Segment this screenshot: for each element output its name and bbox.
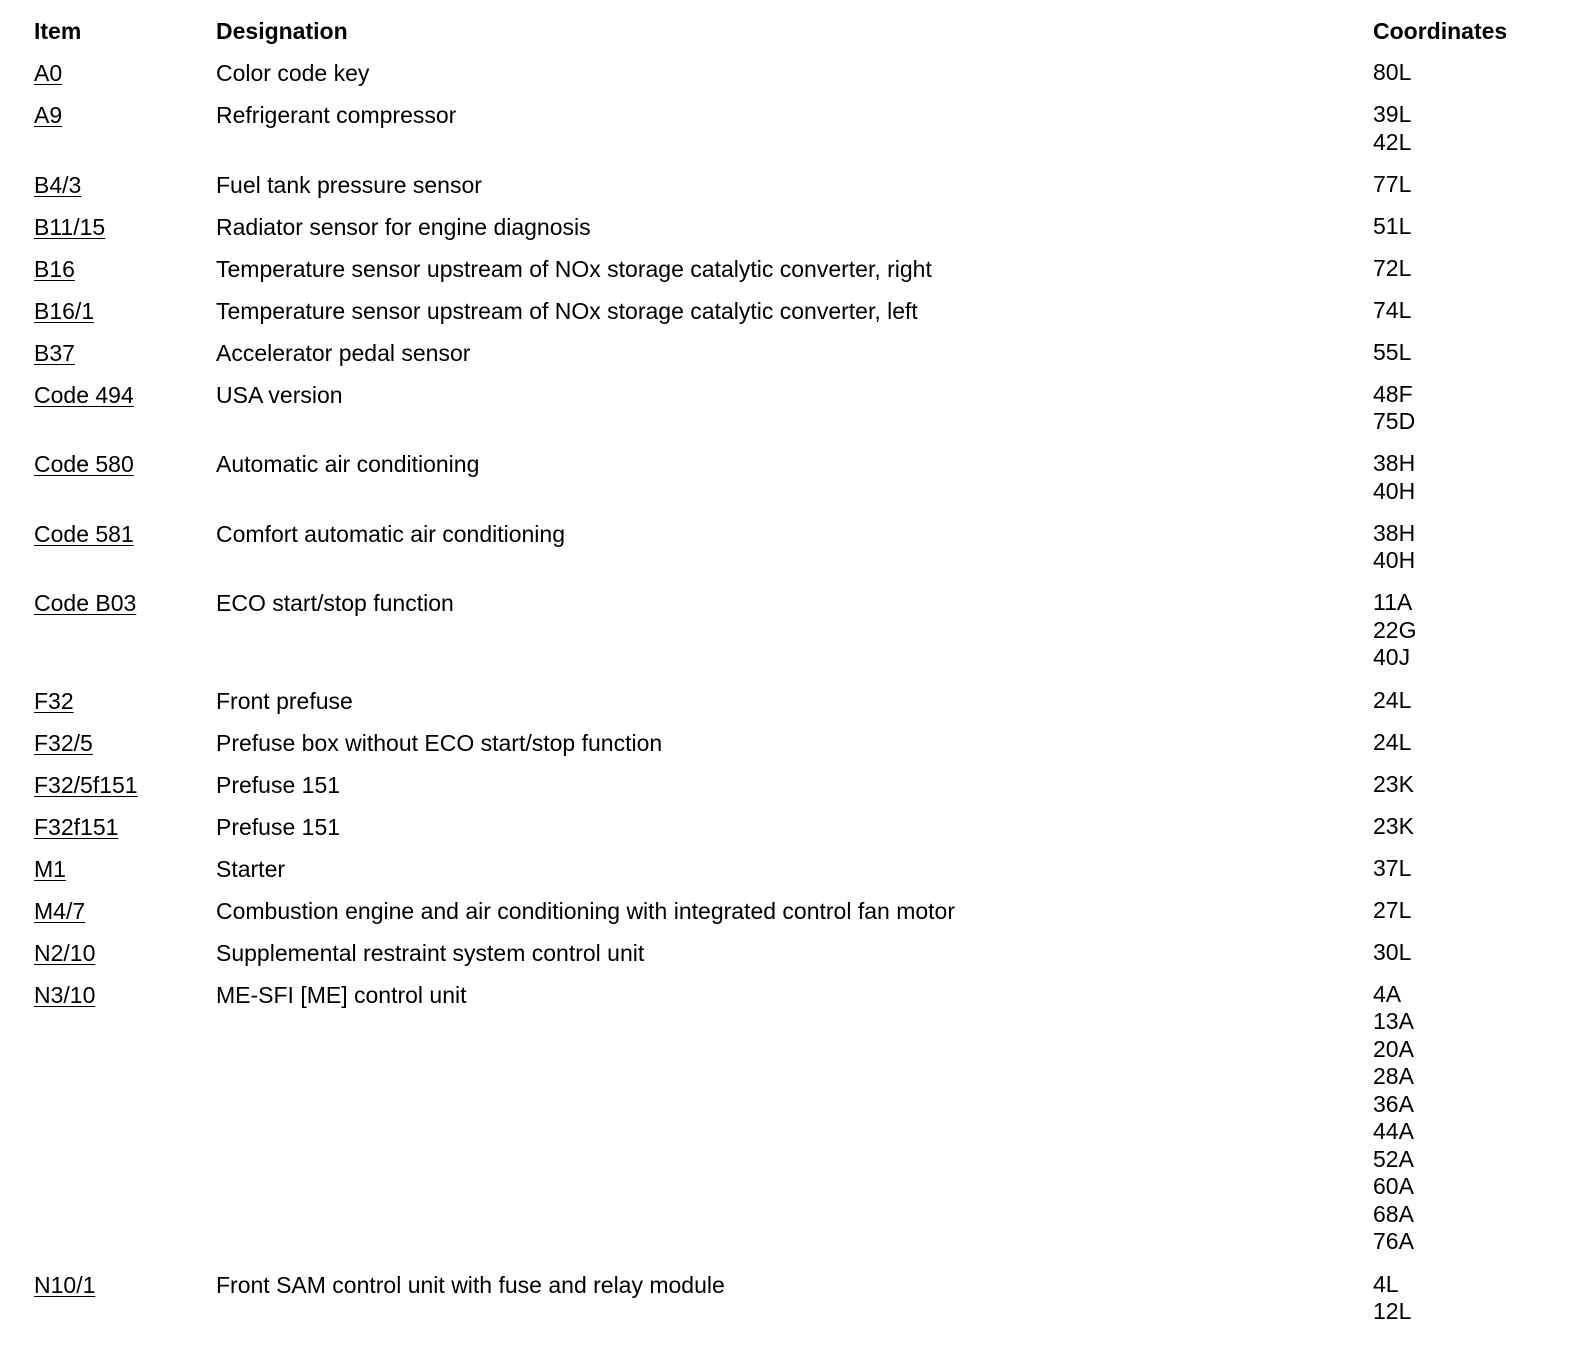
header-designation: Designation <box>216 18 348 44</box>
coordinates-cell <box>1373 897 1411 925</box>
designation-cell: Radiator sensor for engine diagnosis <box>216 213 591 240</box>
item-cell <box>34 255 75 283</box>
coordinates-cell <box>1373 771 1414 799</box>
item-link[interactable]: B16 <box>34 255 75 282</box>
table-row <box>0 196 1584 238</box>
item-cell <box>34 297 94 325</box>
item-cell <box>34 855 66 883</box>
table-row <box>0 42 1584 84</box>
designation-cell: Combustion engine and air conditioning with integrated control fan motor <box>216 897 955 924</box>
coordinate-value: 23K <box>1373 770 1414 797</box>
item-cell <box>34 101 62 129</box>
table-row <box>0 922 1584 964</box>
coordinate-value: 27L <box>1373 896 1412 923</box>
item-link[interactable]: B4/3 <box>34 171 82 198</box>
coordinate-value: 51L <box>1373 212 1412 239</box>
coordinate-value: 20A <box>1373 1035 1414 1062</box>
designation-cell: ME-SFI [ME] control unit <box>216 981 467 1008</box>
designation-cell: Fuel tank pressure sensor <box>216 171 482 198</box>
coordinate-value: 55L <box>1373 338 1412 365</box>
item-cell <box>34 381 134 409</box>
item-cell <box>34 687 74 715</box>
coordinate-value: 37L <box>1373 854 1412 881</box>
table-row <box>0 154 1584 196</box>
coordinate-value: 24L <box>1373 686 1412 713</box>
table-row <box>0 670 1584 712</box>
coordinate-value: 28A <box>1373 1063 1414 1090</box>
coordinate-value: 23K <box>1373 812 1414 839</box>
coordinate-value: 76A <box>1373 1228 1414 1255</box>
coordinate-value: 72L <box>1373 254 1412 281</box>
coordinate-value: 11A <box>1373 589 1413 616</box>
coordinate-value: 44A <box>1373 1118 1414 1145</box>
table-row <box>0 364 1584 434</box>
table-header <box>0 0 1584 42</box>
coordinate-value: 68A <box>1373 1200 1414 1227</box>
coordinate-value: 22G <box>1373 616 1417 643</box>
designation-cell: Automatic air conditioning <box>216 451 480 478</box>
coordinate-value: 74L <box>1373 296 1412 323</box>
table-row <box>0 238 1584 280</box>
designation-cell: USA version <box>216 381 343 408</box>
coordinates-cell <box>1373 255 1411 283</box>
item-cell <box>34 59 62 87</box>
coordinate-value: 4A <box>1373 980 1402 1007</box>
table-body <box>0 42 1584 1324</box>
item-link[interactable]: F32 <box>34 687 74 714</box>
designation-cell: ECO start/stop function <box>216 590 454 617</box>
coordinate-value: 39L <box>1373 101 1412 127</box>
item-link[interactable]: Code 581 <box>34 520 134 547</box>
header-coordinates: Coordinates <box>1373 18 1508 44</box>
coordinates-cell <box>1373 729 1411 757</box>
designation-cell: Supplemental restraint system control unit <box>216 939 645 966</box>
designation-cell: Color code key <box>216 60 370 86</box>
designation-cell: Front SAM control unit with fuse and relay module <box>216 1271 725 1298</box>
table-row <box>0 433 1584 503</box>
designation-cell: Accelerator pedal sensor <box>216 339 471 366</box>
coordinates-cell <box>1373 339 1411 367</box>
coordinates-cell <box>1373 687 1411 715</box>
coordinate-value: 52A <box>1373 1145 1414 1172</box>
table-row <box>0 322 1584 364</box>
designation-cell: Refrigerant compressor <box>216 102 457 128</box>
item-link[interactable]: Code 494 <box>34 381 134 408</box>
coordinate-value: 40H <box>1373 477 1416 504</box>
coordinates-cell <box>1373 297 1411 325</box>
item-link[interactable]: B37 <box>34 339 75 366</box>
item-link[interactable]: A0 <box>34 60 63 86</box>
item-link[interactable]: N3/10 <box>34 981 96 1008</box>
coordinates-cell <box>1373 520 1415 575</box>
table-row <box>0 754 1584 796</box>
coordinate-value: 42L <box>1373 128 1412 155</box>
coordinate-value: 48F <box>1373 380 1413 407</box>
item-link[interactable]: Code B03 <box>34 590 137 617</box>
item-link[interactable]: B11/15 <box>34 213 106 240</box>
item-link[interactable]: N2/10 <box>34 939 96 966</box>
item-cell <box>34 729 93 757</box>
item-cell <box>34 939 95 967</box>
coordinates-cell <box>1373 171 1411 199</box>
coordinate-value: 60A <box>1373 1173 1414 1200</box>
item-cell <box>34 771 138 799</box>
item-link[interactable]: F32/5 <box>34 729 93 756</box>
table-row <box>0 838 1584 880</box>
coordinates-cell <box>1373 381 1415 436</box>
item-link[interactable]: F32/5f151 <box>34 771 138 798</box>
item-cell <box>34 213 105 241</box>
coordinate-value: 4L <box>1373 1270 1399 1297</box>
item-cell <box>34 897 85 925</box>
item-link[interactable]: M1 <box>34 855 66 882</box>
item-link[interactable]: F32f151 <box>34 813 119 840</box>
item-link[interactable]: Code 580 <box>34 451 134 478</box>
coordinate-value: 80L <box>1373 59 1412 85</box>
coordinates-cell <box>1373 101 1411 156</box>
coordinates-cell <box>1373 939 1411 967</box>
table-row <box>0 84 1584 154</box>
header-item: Item <box>34 18 82 44</box>
table-row <box>0 880 1584 922</box>
coordinates-cell <box>1373 59 1411 87</box>
coordinate-value: 24L <box>1373 728 1412 755</box>
item-cell <box>34 1271 95 1299</box>
coordinates-cell <box>1373 589 1416 672</box>
coordinate-value: 40J <box>1373 644 1411 671</box>
coordinate-value: 77L <box>1373 170 1412 197</box>
coordinate-value: 38H <box>1373 519 1416 546</box>
coordinate-value: 75D <box>1373 408 1416 435</box>
item-cell <box>34 171 81 199</box>
item-cell <box>34 813 118 841</box>
item-link[interactable]: M4/7 <box>34 897 86 924</box>
designation-cell: Front prefuse <box>216 687 353 714</box>
designation-cell: Prefuse 151 <box>216 771 341 798</box>
coordinates-cell <box>1373 981 1414 1256</box>
table-row <box>0 964 1584 1254</box>
designation-cell: Starter <box>216 855 286 882</box>
coordinate-value: 40H <box>1373 547 1416 574</box>
designation-cell: Temperature sensor upstream of NOx storage catalytic converter, left <box>216 297 918 324</box>
coordinate-value: 38H <box>1373 450 1416 477</box>
coordinates-cell <box>1373 813 1414 841</box>
table-row <box>0 712 1584 754</box>
coordinates-cell <box>1373 1271 1411 1326</box>
coordinates-cell <box>1373 855 1411 883</box>
coordinates-cell <box>1373 213 1411 241</box>
table-row <box>0 280 1584 322</box>
item-link[interactable]: A9 <box>34 102 63 128</box>
table-row <box>0 796 1584 838</box>
item-cell <box>34 589 136 617</box>
table-row <box>0 503 1584 573</box>
designation-cell: Prefuse 151 <box>216 813 341 840</box>
item-link[interactable]: N10/1 <box>34 1271 96 1298</box>
coordinate-value: 12L <box>1373 1298 1412 1325</box>
item-link[interactable]: B16/1 <box>34 297 95 324</box>
designation-cell: Prefuse box without ECO start/stop function <box>216 729 663 756</box>
item-cell <box>34 520 134 548</box>
item-cell <box>34 981 95 1009</box>
table-row <box>0 1254 1584 1324</box>
coordinates-cell <box>1373 450 1415 505</box>
designation-cell: Comfort automatic air conditioning <box>216 520 565 547</box>
coordinate-value: 13A <box>1373 1008 1414 1035</box>
item-cell <box>34 339 75 367</box>
coordinate-value: 36A <box>1373 1090 1414 1117</box>
table-row <box>0 572 1584 669</box>
designation-cell: Temperature sensor upstream of NOx storage catalytic converter, right <box>216 255 932 282</box>
item-cell <box>34 450 134 478</box>
coordinate-value: 30L <box>1373 938 1412 965</box>
